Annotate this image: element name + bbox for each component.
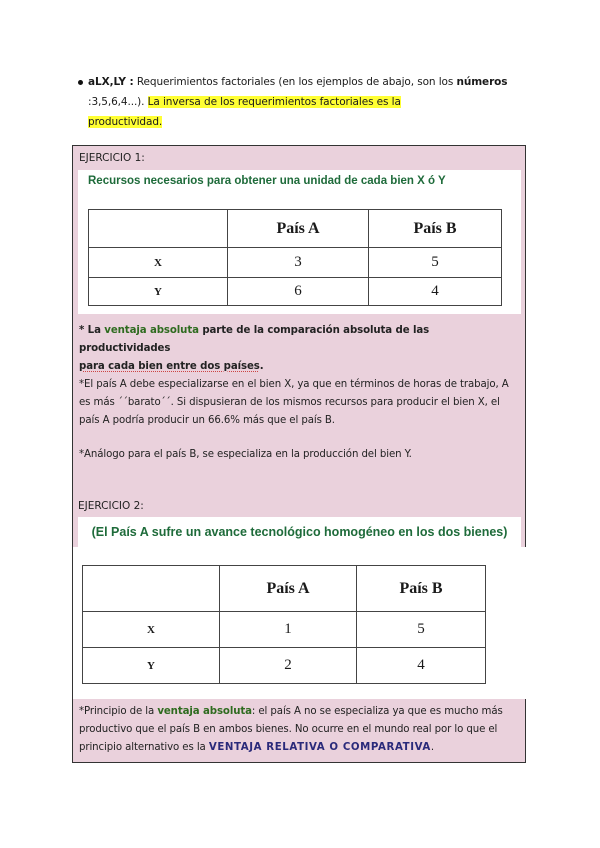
table-row [83,612,486,648]
note-line-2: para cada bien entre dos países [79,361,260,372]
highlight-text-1: La inversa de los requerimientos factoriales es la [147,96,401,108]
cell-pais-b: 4 [357,648,486,684]
table-row [89,248,502,278]
note-mid: : el país A no se especializa ya que es mucho más productivo que el país B en ambos bienes. No ocurre en el mundo real por lo que el principio alternativo es la [79,706,503,753]
note-prefix: * La [79,325,105,336]
cell-pais-a: 2 [220,648,357,684]
cell-pais-a: 3 [228,248,369,278]
analogo-note: *Análogo para el país B, se especializa en la producción del bien Y. [79,449,412,460]
ejercicio-1-title: EJERCICIO 1: [79,152,145,164]
bullet-point-icon [78,80,83,85]
table-header-row [89,210,502,248]
row-label: X [83,612,220,648]
row-label: Y [89,278,228,306]
table-header-empty [89,210,228,248]
ejercicio-1-table [88,209,502,306]
cell-pais-a: 6 [228,278,369,306]
row-label: Y [83,648,220,684]
cell-pais-b: 4 [369,278,502,306]
cell-pais-b: 5 [369,248,502,278]
note-end: . [430,742,435,753]
ejercicio-1-box [72,145,526,513]
table-row [83,648,486,684]
ventaja-absoluta-term: ventaja absoluta [157,706,252,717]
cell-pais-b: 5 [357,612,486,648]
ejercicio-2-box [72,513,526,763]
note-prefix: *Principio de la [79,706,158,717]
ejercicio-1-subtitle: Recursos necesarios para obtener una unidad de cada bien X ó Y [78,170,521,192]
table-header-pais-b: País B [369,210,502,248]
table-header-pais-a: País A [220,566,357,612]
table-header-empty [83,566,220,612]
table-header-pais-a: País A [228,210,369,248]
note-rest: parte de la comparación absoluta de las productividades [79,325,430,354]
bullet-paragraph [88,72,508,132]
ejercicio-2-table-area [73,547,526,699]
principio-note [79,703,519,757]
cell-pais-a: 1 [220,612,357,648]
ejercicio-2-table [82,565,486,684]
ventaja-absoluta-note [79,322,519,376]
especializacion-note: *El país A debe especializarse en el bien X, ya que en términos de horas de trabajo, A es más ´´barato´´. Si dispusieran de los mismos recursos para producir el bien X, el país A podría producir un 66.6% más que el país B. [79,379,509,426]
bullet-text-2: :3,5,6,4...). [88,96,148,108]
note-end: . [259,361,264,372]
numeros-label: números [456,76,508,88]
table-header-pais-b: País B [357,566,486,612]
ejercicio-2-title: EJERCICIO 2: [78,500,144,512]
ventaja-absoluta-term: ventaja absoluta [104,325,199,336]
table-header-row [83,566,486,612]
ejercicio-1-table-area [78,192,521,314]
highlight-text-2: productividad. [88,116,163,128]
row-label: X [89,248,228,278]
bullet-text-1: Requerimientos factoriales (en los ejemplos de abajo, son los [133,76,457,88]
term-label: aLX,LY : [88,76,134,88]
ejercicio-2-subtitle: (El País A sufre un avance tecnológico homogéneo en los dos bienes) [78,517,521,547]
ventaja-relativa-term: VENTAJA RELATIVA O COMPARATIVA [208,742,431,753]
table-row [89,278,502,306]
